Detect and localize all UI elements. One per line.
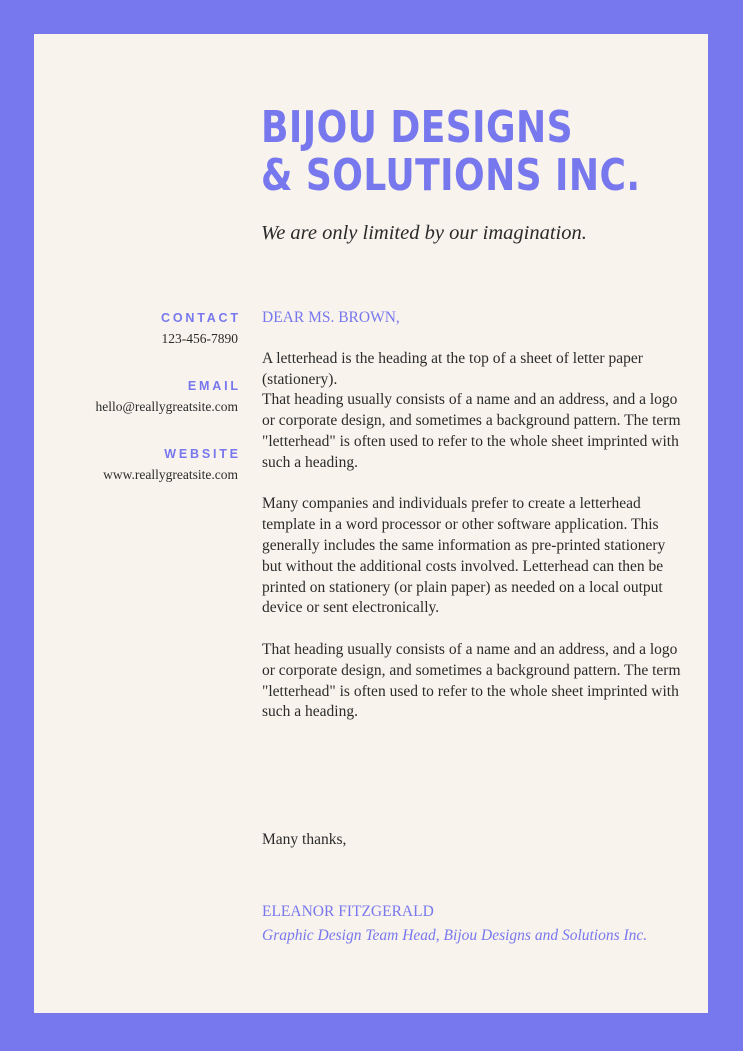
contact-phone: 123-456-7890: [161, 331, 238, 346]
contact-label: CONTACT: [161, 311, 241, 325]
letterhead-sheet: [34, 34, 708, 1013]
website-label: WEBSITE: [164, 447, 241, 461]
letter-body: [262, 308, 682, 744]
closing: Many thanks,: [262, 831, 347, 848]
signer-name: ELEANOR FITZGERALD: [262, 903, 434, 920]
email-label: EMAIL: [187, 379, 241, 393]
email-block: [34, 378, 241, 416]
email-address: hello@reallygreatsite.com: [95, 399, 238, 414]
tagline: We are only limited by our imagination.: [261, 222, 587, 244]
website-block: [34, 446, 241, 484]
signer-title: Graphic Design Team Head, Bijou Designs and Solutions Inc.: [262, 927, 648, 944]
paragraph-1: [262, 349, 682, 474]
paragraph-1-line-a: A letterhead is the heading at the top of a sheet of letter paper (stationery).: [262, 349, 643, 388]
paragraph-1-line-b: That heading usually consists of a name and an address, and a logo or corporate design, and sometimes a background pattern. The term "letterhead" is often used to refer to the whole sheet imprinted with such a heading.: [262, 391, 681, 471]
company-name-line-2: & SOLUTIONS INC.: [261, 150, 641, 201]
paragraph-2: Many companies and individuals prefer to create a letterhead template in a word processor or other software application. This generally includes the same information as pre-printed stationery but without the additional costs involved. Letterhead can then be printed on stationery (or plain paper) as needed on a local output device or sent electronically.: [262, 495, 666, 617]
company-name-line-1: BIJOU DESIGNS: [261, 102, 574, 153]
paragraph-3: That heading usually consists of a name and an address, and a logo or corporate design, and sometimes a background pattern. The term "letterhead" is often used to refer to the whole sheet imprinted with such a heading.: [262, 640, 681, 721]
contact-block: [34, 310, 241, 348]
company-name: [261, 104, 641, 200]
salutation: DEAR MS. BROWN,: [262, 309, 400, 326]
contact-sidebar: [34, 310, 241, 514]
website-url: www.reallygreatsite.com: [103, 467, 238, 482]
